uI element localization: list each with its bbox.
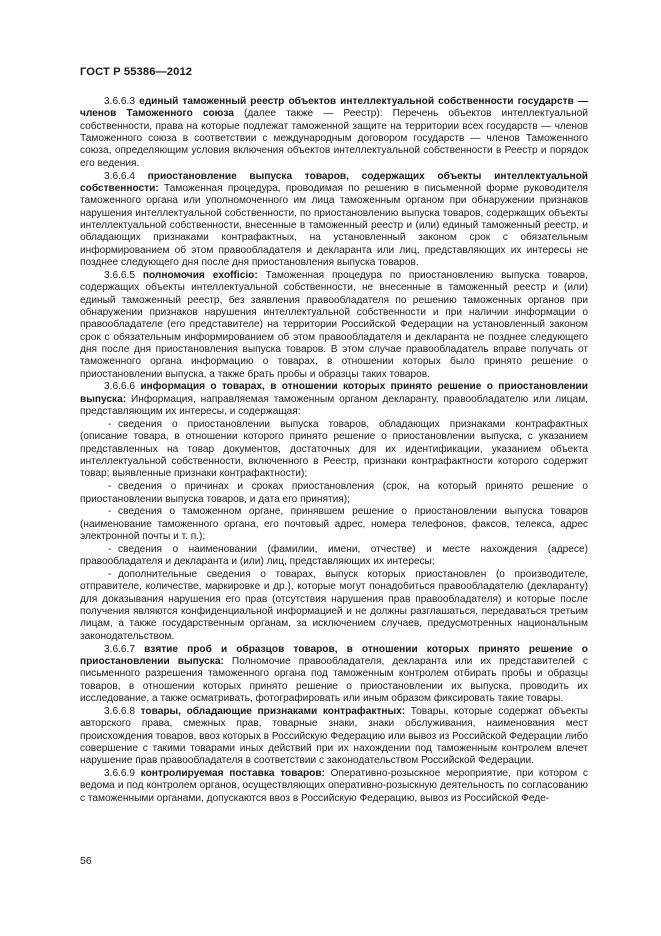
section-number: 3.6.6.7 [104,643,135,655]
dash-marker: - [108,569,112,581]
section-number: 3.6.6.4 [104,170,135,182]
section-definition: Оперативно-розыскное мероприятие, при котором с ведома и под контролем органов, осуществляющих оперативно-розыскную деятельность по согласованию с таможенными органами, допускаются ввоз в Российскую Федерацию, вывоз из Российской Феде- [80,768,588,804]
section-number: 3.6.6.5 [104,269,135,281]
section-term: единый таможенный реестр объектов интеллектуальной собственности государств — членов Таможенного союза [80,96,588,120]
document-body [80,96,588,806]
page-number: 56 [80,855,92,867]
dash-marker: - [108,481,112,493]
list-item-text: сведения о причинах и сроках приостановления (срок, на который принято решение о приостановлении выпуска товаров, и дата его принятия); [80,481,588,505]
section-definition: Информация, направляемая таможенным органом декларанту, правообладателю или лицам, представляющим их интересы, и содержащая: [80,393,588,418]
standard-header: ГОСТ Р 55386—2012 [80,66,193,78]
section-definition: Полномочие правообладателя, декларанта или их представителей с письменного разрешения таможенного органа под таможенным контролем отбирать пробы и образцы товаров, в отношении которых принято решение о приостановлении их выпуска, проводить их исследование, а также осматривать, фотографировать или иным образом фиксировать такие товары. [80,655,588,704]
list-item [80,506,588,543]
list-item [80,481,588,506]
section-term: информация о товарах, в отношении которых принято решение о приостановлении выпуска: [80,381,588,405]
section-term: полномочия exofficio: [142,269,258,281]
section-term: приостановление выпуска товаров, содержащих объекты интеллектуальной собственности: [80,170,588,194]
section-definition: (далее также — Реестр): Перечень объектов интеллектуальной собственности, права на которые подлежат таможенной защите на территории всех государств — членов Таможенного союза в соответствии с международным договором государств — членов Таможенного союза, определяющим условия включения объектов интеллектуальной собственности в Реестр и порядок его ведения. [80,108,588,169]
list-item-text: сведения о наименовании (фамилии, имени, отчестве) и месте нахождения (адресе) правообладателя и декларанта и (или) лиц, представляющих их интересы; [80,543,588,568]
list-item [80,419,588,481]
section-number: 3.6.6.9 [104,768,135,780]
list-item-text: сведения о таможенном органе, принявшем решение о приостановлении выпуска товаров (наименование таможенного органа, его почтовый адрес, номера телефонов, факсов, телекса, адрес электронной почты и т. п.); [80,506,588,543]
section-3-6-6-3 [80,96,588,170]
section-number: 3.6.6.8 [104,705,135,717]
section-term: товары, обладающие признаками контрафактных: [140,705,406,717]
dash-marker: - [108,543,112,555]
dash-marker: - [108,418,112,430]
section-term: взятие проб и образцов товаров, в отношении которых принято решение о приостановлении выпуска: [80,643,588,667]
section-number: 3.6.6.3 [104,96,135,107]
list-item [80,569,588,643]
section-3-6-6-8 [80,706,588,768]
section-definition: Товары, которые содержат объекты авторского права, смежных прав, товарные знаки, знаки обслуживания, наименования мест происхождения товаров, ввоз которых в Российскую Федерацию или вывоз из Российской Федерации либо совершение с такими товарами иных действий при их нахождении под таможенным контролем влечет нарушение прав правообладателя в соответствии с законодательством Российской Федерации. [80,705,588,767]
section-3-6-6-7 [80,644,588,706]
section-term: контролируемая поставка товаров: [140,768,325,780]
list-item [80,544,588,569]
section-definition: Таможенная процедура по приостановлению выпуска товаров, содержащих объекты интеллектуальной собственности, не внесенные в таможенный реестр и (или) единый таможенный реестр, без заявления правообладателя по решению таможенных органов при обнаружении признаков нарушения интеллектуальной собственности и при наличии информации о правообладателе (его представителе) на территории Российской Федерации на установленный законом срок с обязательным информированием об этом правообладателя и декларанта не позднее следующего дня после дня приостановления выпуска товаров. В этом случае правообладатель вправе получать от таможенного органа информацию о товарах, в отношении которых было принято решение о приостановлении выпуска, а также брать пробы и образцы таких товаров. [80,269,588,380]
list-item-text: сведения о приостановлении выпуска товаров, обладающих признаками контрафактных (описание товара, в отношении которого принято решение о приостановлении выпуска, с указанием представленных на товар документов, достаточных для их идентификации, указанием объекта интеллектуальной собственности, включенного в Реестр, признаки контрафактности которого содержит товар; выявленные признаки контрафактности); [80,418,588,480]
list-item-text: дополнительные сведения о товарах, выпуск которых приостановлен (о производителе, отправителе, количестве, маркировке и др.), которые могут понадобиться правообладателю (декларанту) для доказывания нарушения его прав (отсутствия нарушения прав правообладателя) и которые после получения являются конфиденциальной информацией и не должны разглашаться, передаваться третьим лицам, а также государственным органам, за исключением случаев, предусмотренных национальным законодательством. [80,569,588,642]
section-3-6-6-9 [80,768,588,805]
section-definition: Таможенная процедура, проводимая по решению в письменной форме руководителя таможенного органа или уполномоченного им лица таможенным органом при обнаружении признаков нарушения интеллектуальной собственности, по приостановлению выпуска товаров, содержащих объекты интеллектуальной собственности, внесенные в таможенный реестр и (или) единый таможенный реестр, и обладающих признаками контрафактных, на установленный законом срок с обязательным информированием об этом правообладателя и декларанта или лиц, представляющих их интересы не позднее следующего дня после дня приостановления выпуска товаров. [80,182,588,268]
section-3-6-6-4 [80,171,588,270]
section-number: 3.6.6.6 [104,381,135,393]
section-3-6-6-6 [80,381,588,418]
dash-marker: - [108,506,112,518]
section-3-6-6-5 [80,270,588,381]
